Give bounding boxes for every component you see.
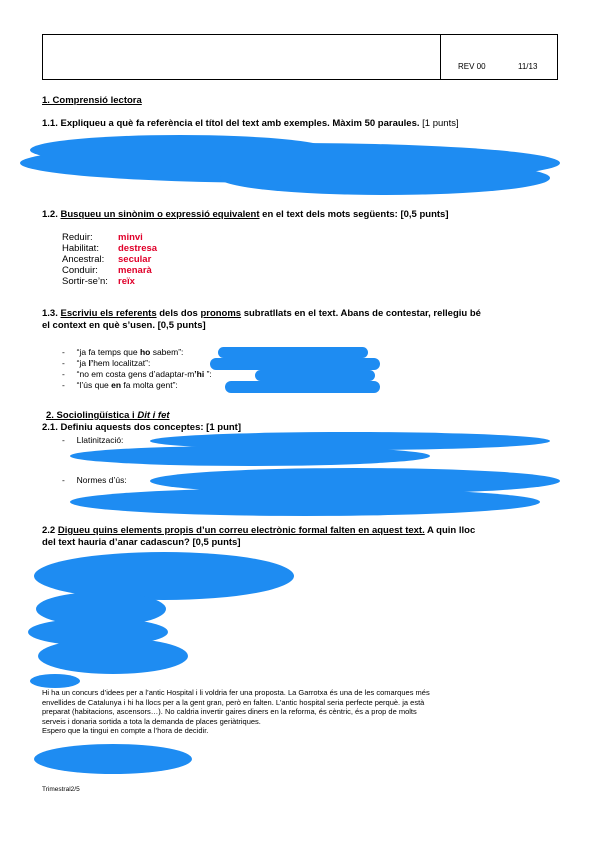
paragraph-line: preparat (habitacions, ascensors…). No caldria invertir gaires diners en la reforma, és cèntric, és a prop de molts xyxy=(42,707,417,716)
question-2-1: 2.1. Definiu aquests dos conceptes: [1 punt] xyxy=(42,422,242,433)
synonym-answer: menarà xyxy=(118,265,152,276)
referent-item: - “l’ús que en fa molta gent”: xyxy=(62,380,178,390)
page-number: 11/13 xyxy=(518,62,538,71)
redacted-mark xyxy=(30,674,80,688)
header-divider xyxy=(440,34,441,80)
question-1-3-mid: dels dos xyxy=(156,308,201,319)
question-1-1-points: [1 punts] xyxy=(422,118,459,129)
referent-pronoun: en xyxy=(111,380,122,390)
referent-text-end: ”: xyxy=(204,369,212,379)
header-box xyxy=(42,34,558,80)
referent-pronoun: ’hi xyxy=(194,369,205,379)
redacted-concept-1 xyxy=(70,432,550,468)
synonym-row xyxy=(62,232,143,243)
question-1-2-underlined: Busqueu un sinònim o expressió equivalent xyxy=(60,209,260,220)
referent-pronoun: ho xyxy=(139,347,151,357)
redacted-referent-2 xyxy=(210,358,380,370)
question-1-3-underlined-2: pronoms xyxy=(200,308,242,319)
redacted-referent-3 xyxy=(255,370,375,381)
referent-text: “ja fa temps que xyxy=(76,347,140,357)
synonym-word: Sortir-se’n: xyxy=(62,276,108,287)
referent-text: “l’ús que xyxy=(76,380,112,390)
synonym-row xyxy=(62,265,152,276)
synonym-list xyxy=(62,232,158,287)
concept-item: - Llatinització: xyxy=(62,435,124,445)
synonym-answer: minvi xyxy=(118,232,143,243)
question-1-2-number: 1.2. xyxy=(42,209,61,220)
referent-pronoun: l’ xyxy=(88,358,94,368)
question-1-3-line-2: el context en què s’usen. [0,5 punts] xyxy=(42,320,206,331)
redacted-referent-1 xyxy=(218,347,368,358)
paragraph-line: envellides de Catalunya i hi ha llocs per a la gent gran, però en falten. L’antic hospital seria perfecte perquè. ja està xyxy=(42,697,425,707)
question-1-1-text: 1.1. Expliqueu a què fa referència el títol del text amb exemples. Màxim 50 paraules. xyxy=(42,118,420,129)
synonym-answer: secular xyxy=(118,254,152,265)
synonym-word: Habilitat: xyxy=(62,243,99,254)
section-2-title-italic: Dit i fet xyxy=(137,410,170,421)
paragraph-line: Hi ha un concurs d’idees per a l’antic Hospital i li voldria fer una proposta. La Garrotxa és una de les comarques més xyxy=(42,688,430,697)
synonym-word: Ancestral: xyxy=(62,254,105,265)
redacted-answer-1-1 xyxy=(20,133,560,198)
question-1-3 xyxy=(42,308,481,332)
email-paragraph xyxy=(42,688,562,736)
redacted-signature xyxy=(34,744,192,774)
referent-text-end: hem localitzat”: xyxy=(93,358,151,368)
concept-item: - Normes d’ús: xyxy=(62,475,127,485)
synonym-answer: reïx xyxy=(118,276,135,287)
synonym-row xyxy=(62,254,152,265)
revision-label: REV 00 xyxy=(458,62,486,71)
redacted-concept-2 xyxy=(70,468,560,518)
question-1-3-underlined-1: Escriviu els referents xyxy=(60,308,157,319)
referent-item: - “ja fa temps que ho sabem”: xyxy=(62,347,184,357)
question-2-2-number: 2.2 xyxy=(42,525,58,536)
question-2-2-line-2: del text hauria d’anar cadascun? [0,5 punts] xyxy=(42,537,241,548)
question-1-1 xyxy=(42,118,459,130)
question-2-2-rest: A quin lloc xyxy=(424,525,476,536)
question-2-2 xyxy=(42,525,475,549)
referent-text-end: fa molta gent”: xyxy=(121,380,178,390)
referent-text-end: sabem”: xyxy=(150,347,184,357)
synonym-row xyxy=(62,276,135,287)
footer-label: Trimestral2/5 xyxy=(42,786,80,793)
question-1-2-rest: en el text dels mots següents: [0,5 punts] xyxy=(259,209,449,220)
concept-label: Normes d’ús: xyxy=(76,475,127,485)
section-2-title xyxy=(46,410,170,422)
synonym-word: Conduir: xyxy=(62,265,98,276)
referent-text: “ja xyxy=(76,358,89,368)
redacted-answer-2-2 xyxy=(28,552,318,682)
referent-item: - “ja l’hem localitzat”: xyxy=(62,358,151,368)
section-2-title-text: 2. Sociolingüística i xyxy=(46,410,138,421)
question-1-3-number: 1.3. xyxy=(42,308,61,319)
paragraph-line: serveis i donaria sortida a tota la demanda de places geriàtriques. xyxy=(42,716,261,726)
question-1-2 xyxy=(42,209,449,221)
synonym-answer: destresa xyxy=(118,243,158,254)
concept-label: Llatinització: xyxy=(76,435,124,445)
paragraph-closing: Espero que la tingui en compte a l’hora de decidir. xyxy=(42,726,209,735)
question-2-2-underlined: Digueu quins elements propis d’un correu electrònic formal falten en aquest text. xyxy=(57,525,425,536)
referent-item: - “no em costa gens d’adaptar-m’hi ”: xyxy=(62,369,212,379)
question-1-3-rest: subratllats en el text. Abans de contestar, rellegiu bé xyxy=(241,308,481,319)
referents-list xyxy=(62,347,212,391)
referent-text: “no em costa gens d’adaptar-m xyxy=(76,369,195,379)
synonym-word: Reduir: xyxy=(62,232,93,243)
redacted-referent-4 xyxy=(225,381,380,393)
section-1-title: 1. Comprensió lectora xyxy=(42,95,142,106)
synonym-row xyxy=(62,243,158,254)
